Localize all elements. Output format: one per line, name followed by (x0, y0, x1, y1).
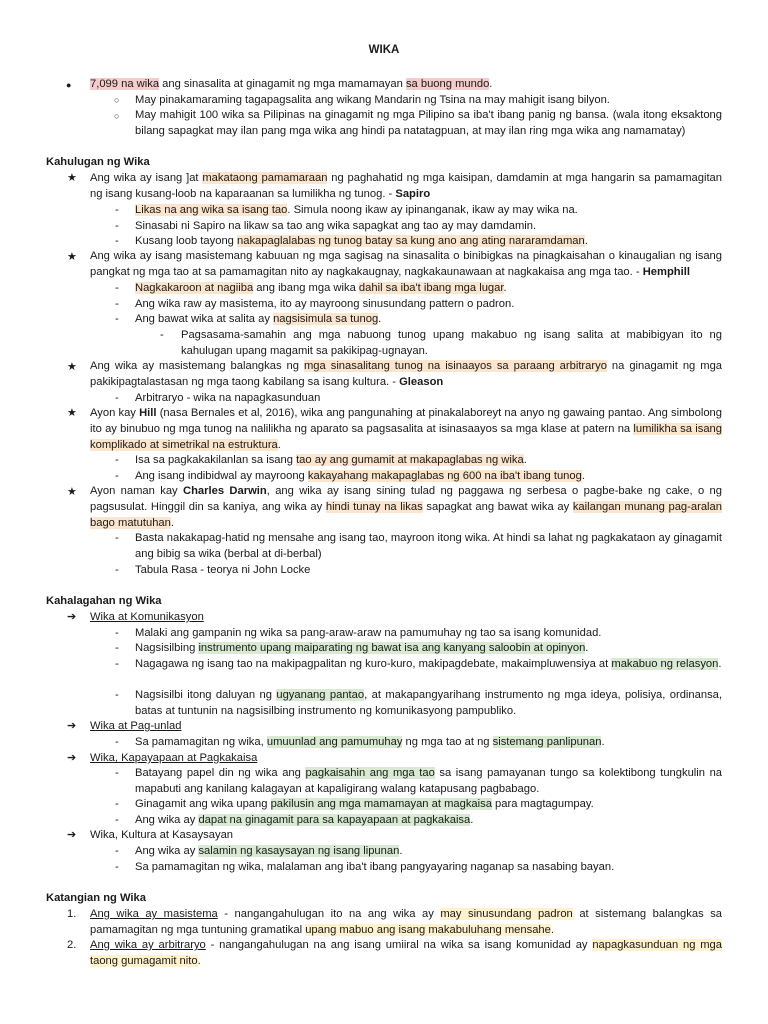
dash-marker: - (115, 798, 119, 810)
list-item: Sa pamamagitan ng wika, malalaman ang iba't ibang pangyayaring naganap sa nasabing bayan. (135, 861, 615, 873)
list-item: Isa sa pagkakakilanlan sa isang tao ay ang gumamit at makapaglabas ng wika. (135, 454, 527, 466)
highlight: 7,099 na wika (90, 78, 160, 90)
subsection-title: Wika at Komunikasyon (90, 611, 204, 623)
intro-subitem: May mahigit 100 wika sa Pilipinas na ginagamit ng mga Pilipino sa iba't ibang panig ng bansa. (wala itong eksaktong bilang sapagkat may ilan pang mga wika ang hindi pa natatagpuan, at may ilan ring mga wika ang namamatay) (135, 109, 722, 137)
arrow-icon: ➔ (67, 829, 77, 841)
list-item: Ginagamit ang wika upang pakilusin ang mga mamamayan at magkaisa para magtagumpay. (135, 798, 594, 810)
section-heading: Kahulugan ng Wika (46, 156, 150, 168)
subsection-title: Wika, Kultura at Kasaysayan (90, 829, 234, 841)
list-item: Likas na ang wika sa isang tao. Simula noong ikaw ay ipinanganak, ikaw ay may wika na. (135, 204, 578, 216)
intro-subitem: May pinakamaraming tagapagsalita ang wikang Mandarin ng Tsina na may mahigit isang bilyon. (135, 94, 610, 106)
list-item: Ang wika ay salamin ng kasaysayan ng isang lipunan. (135, 845, 403, 857)
list-subitem: Pagsasama-samahin ang mga nabuong tunog upang makabuo ng isang salita at mabibigyan ito ng kahulugan upang magamit sa pakikipag-ugnayan. (181, 329, 722, 357)
list-item: Ang bawat wika at salita ay nagsisimula sa tunog. (135, 313, 382, 325)
subsection-title: Wika, Kapayapaan at Pagkakaisa (90, 752, 258, 764)
section-heading: Kahalagahan ng Wika (46, 595, 162, 607)
list-number: 1. (67, 908, 77, 920)
dash-marker: - (115, 220, 119, 232)
definition-gleason: Ang wika ay masistemang balangkas ng mga sinasalitang tunog na isinaayos sa paraang arbitraryo na ginagamit ng mga pakikipagtalastasan ng mga taong kabilang sa isang kultura. - Gleason (90, 360, 723, 388)
section-heading: Katangian ng Wika (46, 892, 146, 904)
dash-marker: - (115, 235, 119, 247)
subsection-title: Wika at Pag-unlad (90, 720, 182, 732)
list-item: Nagkakaroon at nagiiba ang ibang mga wika dahil sa iba't ibang mga lugar. (135, 282, 507, 294)
list-item: Nagsisilbi itong daluyan ng ugyanang pantao, at makapangyarihang instrumento ng mga ideya, polisiya, ordinansa, batas at tuntunin na nagsisilbing instrumento ng komunikasyong pampubliko. (135, 689, 723, 717)
dash-marker: - (115, 861, 119, 873)
arrow-icon: ➔ (67, 752, 77, 764)
dash-marker: - (115, 454, 119, 466)
list-item: Sa pamamagitan ng wika, umuunlad ang pamumuhay ng mga tao at ng sistemang panlipunan. (135, 736, 605, 748)
dash-marker: - (160, 329, 164, 341)
list-item: Basta nakakapag-hatid ng mensahe ang isang tao, mayroon itong wika. At hindi sa lahat ng pagkakataon ay ginagamit ang bibig sa wika (berbal at di-berbal) (135, 532, 722, 560)
arrow-icon: ➔ (67, 720, 77, 732)
highlight: makataong pamamaraan (202, 172, 328, 184)
dash-marker: - (115, 845, 119, 857)
star-icon: ★ (67, 172, 78, 184)
dash-marker: - (115, 470, 119, 482)
list-item: Ang isang indibidwal ay mayroong kakayahang makapaglabas ng 600 na iba't ibang tunog. (135, 470, 585, 482)
intro-paragraph: 7,099 na wika ang sinasalita at ginagamit ng mga mamamayan sa buong mundo. (90, 78, 493, 90)
numbered-item: Ang wika ay arbitraryo - nangangahulugan na ang isang umiiral na wika sa isang komunidad ay napagkasunduan ng mga taong gumagamit nito. (90, 939, 722, 967)
dash-marker: - (115, 392, 119, 404)
circle-marker: ○ (114, 111, 120, 121)
highlight: sa buong mundo (405, 78, 490, 90)
definition-hemphill: Ang wika ay isang masistemang kabuuan ng mga sagisag na sinasalita o binibigkas na pinagkaisahan o kinaugalian ng isang pangkat ng mga tao at sa pamamagitan nito ay nagkakaugnay, nagkakaunawaan at nagkakaisa ang mga tao. - Hemphill (90, 250, 722, 278)
star-icon: ★ (67, 486, 78, 498)
dash-marker: - (115, 642, 119, 654)
list-item: Ang wika raw ay masistema, ito ay mayroong sinusundang pattern o padron. (135, 298, 515, 310)
list-item: Nagsisilbing instrumento upang maiparating ng bawat isa ang kanyang saloobin at opinyon. (135, 642, 589, 654)
circle-marker: ○ (114, 95, 120, 105)
star-icon: ★ (67, 251, 78, 263)
list-item: Batayang papel din ng wika ang pagkaisahin ang mga tao sa isang pamayanan tungo sa kolektibong tungkulin na mapabuti ang kanilang kalagayan at kapaligirang walang katapusang pagbabago. (135, 767, 723, 795)
list-item: Arbitraryo - wika na napagkasunduan (135, 392, 321, 404)
numbered-item: Ang wika ay masistema - nangangahulugan ito na ang wika ay may sinusundang padron at sistemang balangkas sa pamamagitan ng mga tuntuning gramatikal upang mabuo ang isang makabuluhang mensahe. (90, 908, 723, 936)
list-item: Nagagawa ng isang tao na makipagpalitan ng kuro-kuro, makipagdebate, makaimpluwensiya at makabuo ng relasyon. (135, 658, 722, 670)
dash-marker: - (115, 313, 119, 325)
dash-marker: - (115, 204, 119, 216)
dash-marker: - (115, 282, 119, 294)
dash-marker: - (115, 814, 119, 826)
dash-marker: - (115, 767, 119, 779)
definition-darwin: Ayon naman kay Charles Darwin, ang wika ay isang sining tulad ng paggawa ng serbesa o pagbe-bake ng cake, o ng pagsusulat. Hinggil din sa kaniya, ang wika ay hindi tunay na likas sapagkat ang bawat wika ay kailangan munang pag-aralan bago matutuhan. (90, 485, 722, 529)
list-number: 2. (67, 939, 77, 951)
dash-marker: - (115, 736, 119, 748)
star-icon: ★ (67, 407, 78, 419)
list-item: Sinasabi ni Sapiro na likaw sa tao ang wika sapagkat ang tao ay may damdamin. (135, 220, 537, 232)
list-item: Ang wika ay dapat na ginagamit para sa kapayapaan at pagkakaisa. (135, 814, 474, 826)
bullet-marker: ● (66, 80, 72, 90)
dash-marker: - (115, 532, 119, 544)
page-title: WIKA (368, 44, 400, 56)
definition-hill: Ayon kay Hill (nasa Bernales et al, 2016), wika ang pangunahing at pinakalaboreyt na anyo ng gawaing pantao. Ang simbolong ito ay binubuo ng mga tunog na nalilikha ng aparato sa pagsasalita at isinasaayos sa mga klase at patern na lumilikha sa isang komplikado at simetrikal na estruktura. (90, 407, 722, 451)
star-icon: ★ (67, 361, 78, 373)
list-item: Malaki ang gampanin ng wika sa pang-araw-araw na pamumuhay ng tao sa isang komunidad. (135, 627, 602, 639)
list-item: Kusang loob tayong nakapaglalabas ng tunog batay sa kung ano ang ating nararamdaman. (135, 235, 588, 247)
definition-sapiro: Ang wika ay isang ]at makataong pamamaraan ng paghahatid ng mga kaisipan, damdamin at mga hangarin sa pamamagitan ng isang kusang-loob na kaparaanan sa lumilikha ng tunog. - Sapiro (90, 172, 722, 200)
dash-marker: - (115, 564, 119, 576)
arrow-icon: ➔ (67, 611, 77, 623)
dash-marker: - (115, 627, 119, 639)
dash-marker: - (115, 298, 119, 310)
dash-marker: - (115, 658, 119, 670)
dash-marker: - (115, 689, 119, 701)
list-item: Tabula Rasa - teorya ni John Locke (135, 564, 311, 576)
